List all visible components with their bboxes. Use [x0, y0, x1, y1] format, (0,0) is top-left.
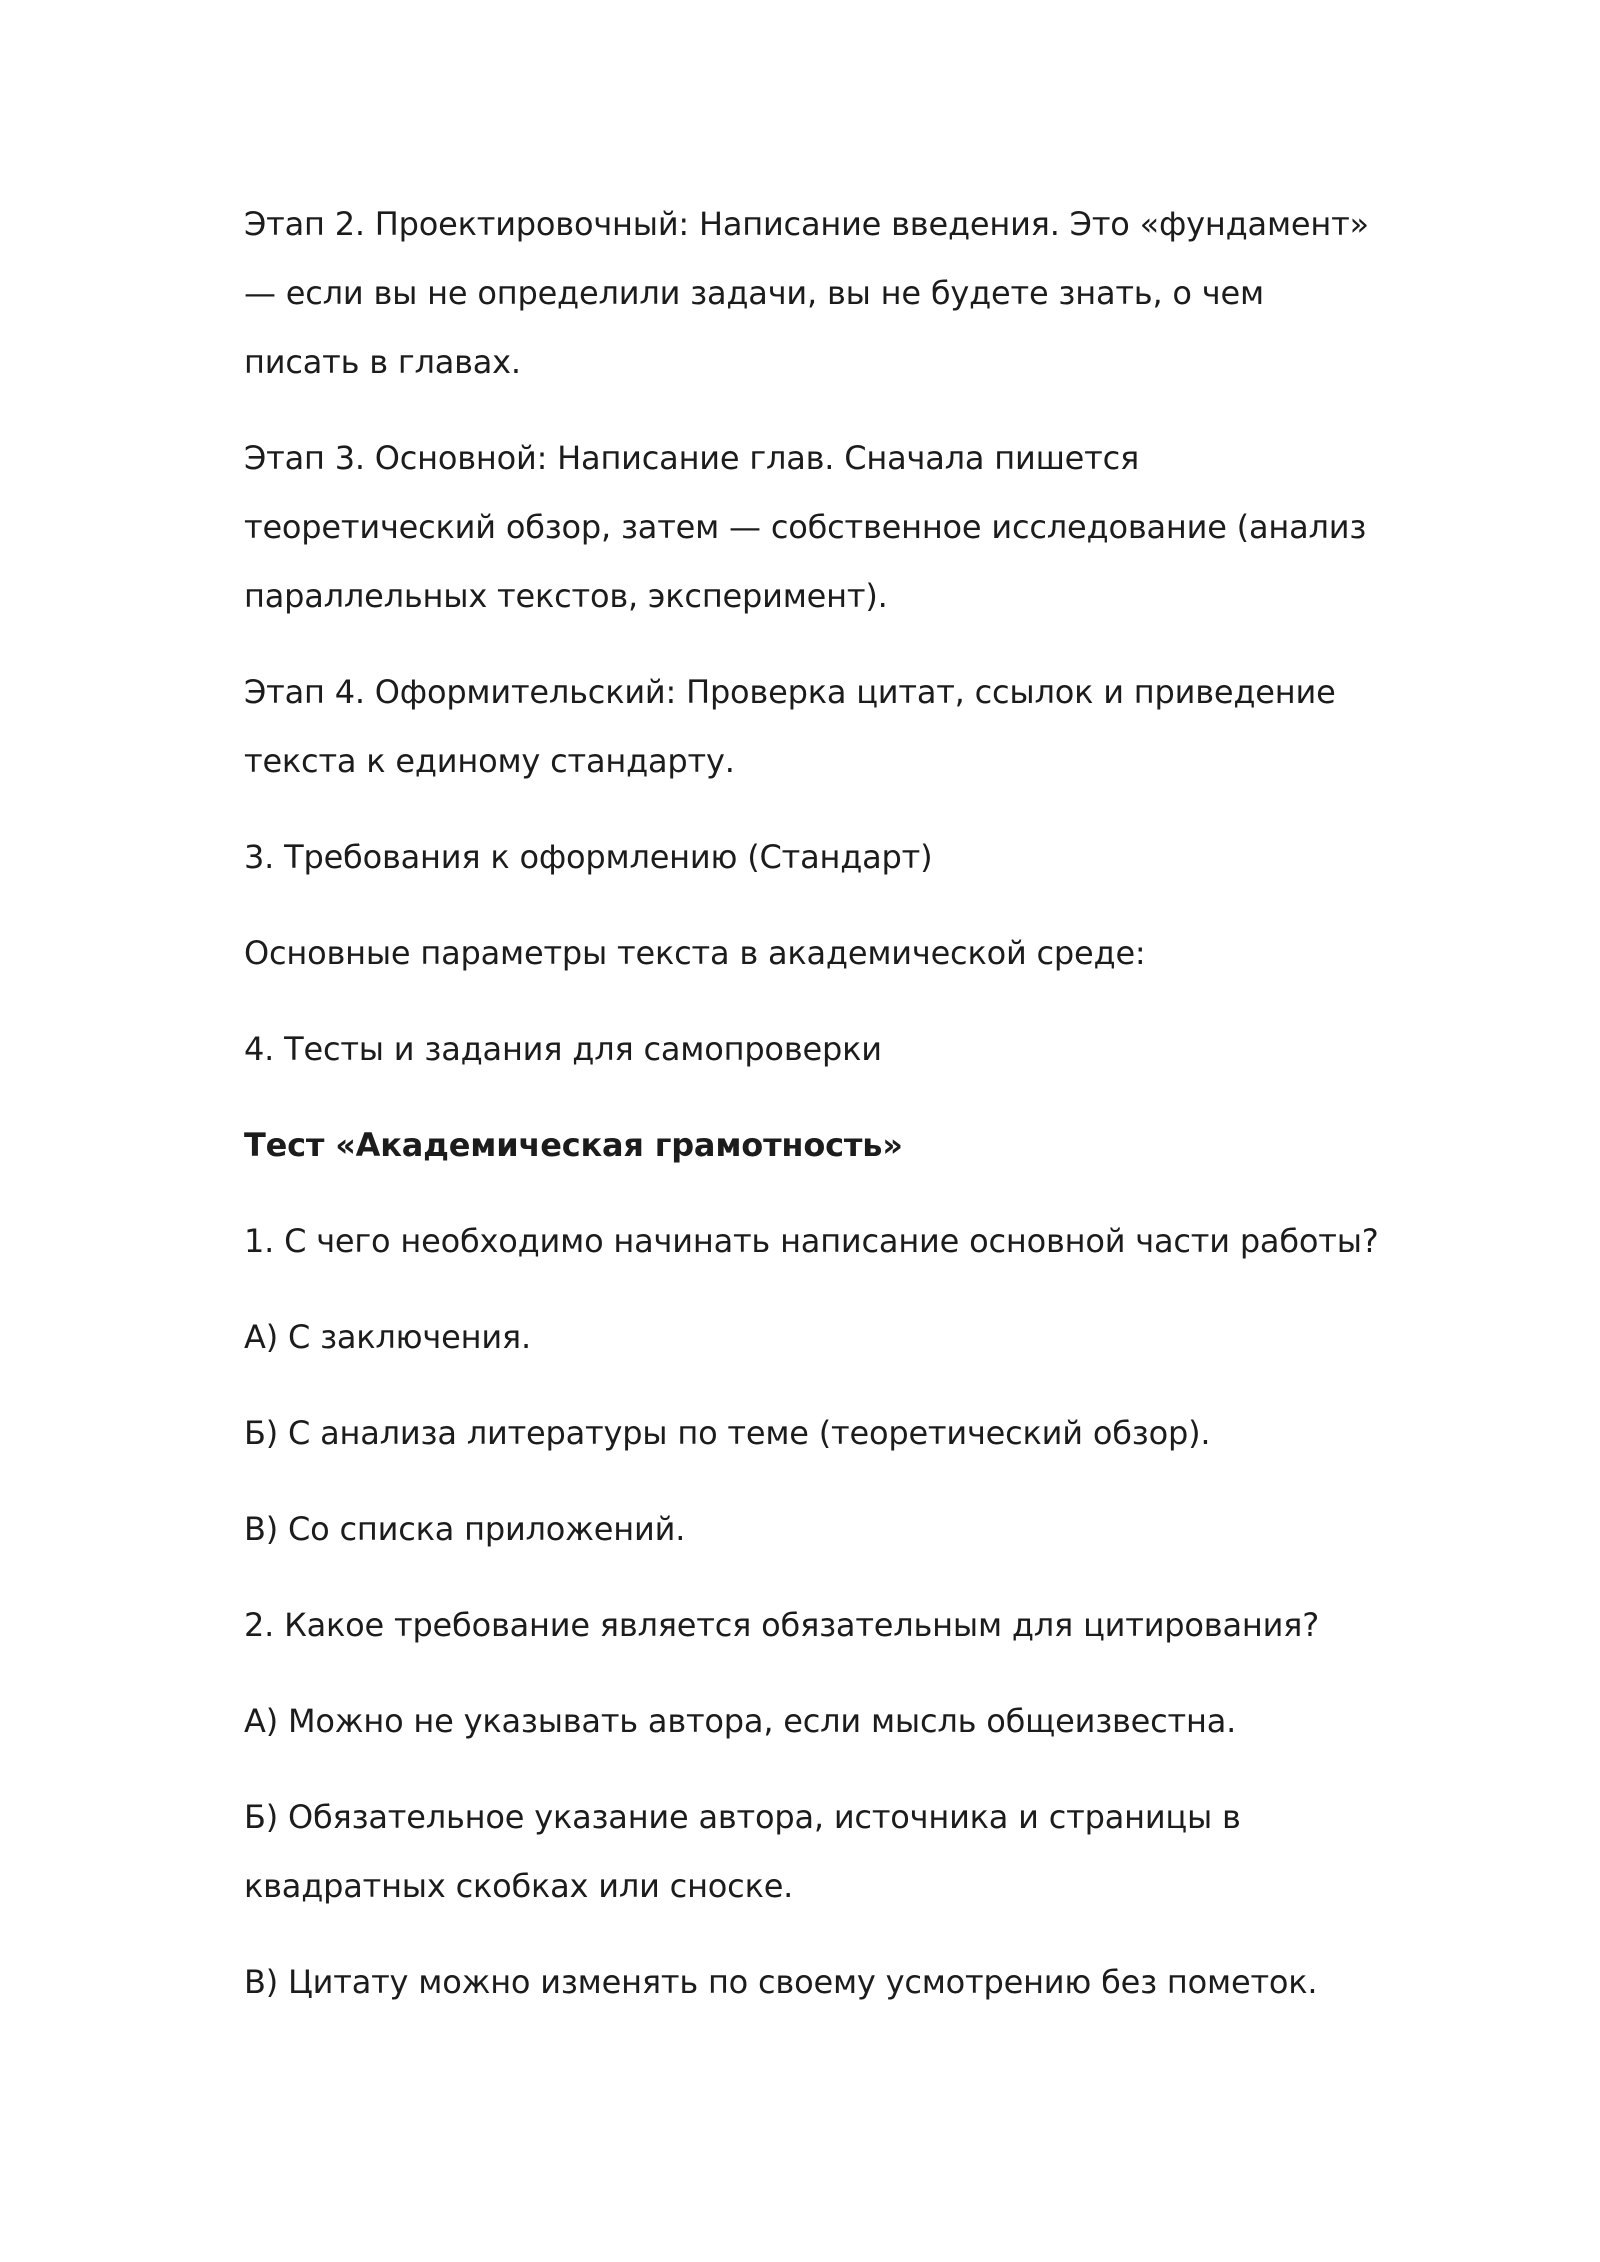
question-2-option-c: В) Цитату можно изменять по своему усмотрению без пометок.	[244, 1963, 1318, 2001]
section-heading-tests: 4. Тесты и задания для самопроверки	[244, 1030, 882, 1068]
question-1-option-c: В) Со списка приложений.	[244, 1510, 686, 1548]
paragraph-stage-3: Этап 3. Основной: Написание глав. Сначала пишется теоретический обзор, затем — собственное исследование (анализ параллельных текстов, эксперимент).	[244, 439, 1367, 615]
question-2: 2. Какое требование является обязательным для цитирования?	[244, 1606, 1320, 1644]
section-heading-requirements: 3. Требования к оформлению (Стандарт)	[244, 838, 933, 876]
question-1-option-a: А) С заключения.	[244, 1318, 531, 1356]
question-2-option-b: Б) Обязательное указание автора, источника и страницы в квадратных скобках или сноске.	[244, 1798, 1241, 1905]
paragraph-text-parameters: Основные параметры текста в академической среде:	[244, 934, 1146, 972]
test-title: Тест «Академическая грамотность»	[244, 1126, 903, 1164]
question-1-option-b: Б) С анализа литературы по теме (теоретический обзор).	[244, 1414, 1211, 1452]
paragraph-stage-2: Этап 2. Проектировочный: Написание введения. Это «фундамент» — если вы не определили задачи, вы не будете знать, о чем писать в главах.	[244, 205, 1369, 381]
question-1: 1. С чего необходимо начинать написание основной части работы?	[244, 1222, 1379, 1260]
question-2-option-a: А) Можно не указывать автора, если мысль общеизвестна.	[244, 1702, 1237, 1740]
document-body	[244, 190, 1384, 2044]
paragraph-stage-4: Этап 4. Оформительский: Проверка цитат, ссылок и приведение текста к единому стандарту.	[244, 673, 1336, 780]
